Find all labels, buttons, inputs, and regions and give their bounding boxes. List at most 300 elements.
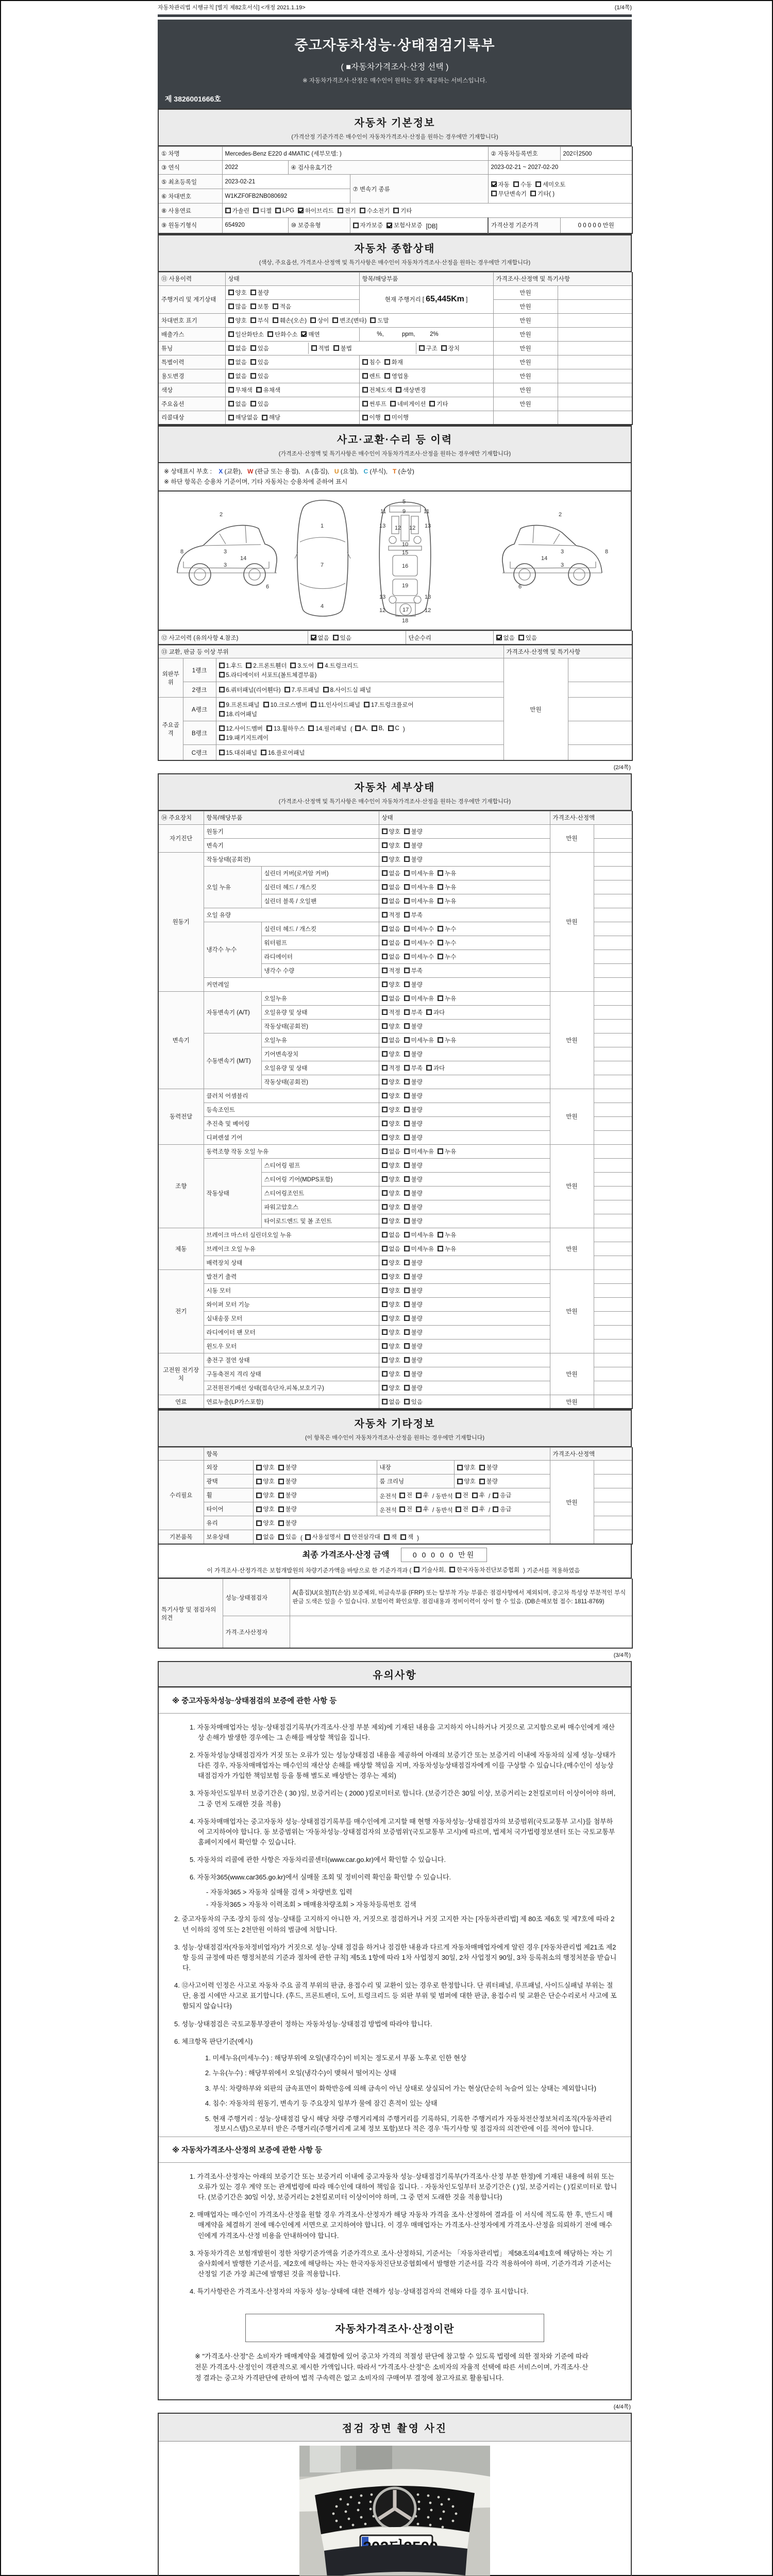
rank-price-header: 가격조사·산정액 및 특기사항 <box>503 646 632 658</box>
group-note-cell[interactable] <box>594 1047 632 1061</box>
group-note-cell[interactable] <box>594 1116 632 1130</box>
item-status-options <box>379 1228 550 1242</box>
group-note-cell[interactable] <box>594 894 632 908</box>
checkbox-있음[interactable] <box>250 372 269 380</box>
checkbox-불량[interactable] <box>404 1189 423 1197</box>
checkbox-양호[interactable] <box>256 1477 275 1485</box>
checkbox-불량[interactable] <box>479 1477 498 1485</box>
checkbox-과다[interactable] <box>426 1064 445 1072</box>
note-cell[interactable] <box>558 299 632 313</box>
group-note-cell[interactable] <box>594 1144 632 1158</box>
checkbox-전체도색[interactable] <box>362 386 392 394</box>
checkbox-미이행[interactable] <box>384 413 409 421</box>
group-note-cell[interactable] <box>594 950 632 963</box>
etc-note-cell[interactable] <box>594 1461 632 1475</box>
checkbox-네비게이션[interactable] <box>390 400 426 408</box>
checkbox-없음[interactable] <box>382 1245 400 1253</box>
checkbox-양호[interactable] <box>382 1356 400 1364</box>
checkbox-적음[interactable] <box>273 302 291 311</box>
checkbox-수소전기[interactable] <box>360 207 390 215</box>
checkbox-양호[interactable] <box>256 1491 275 1499</box>
checkbox-많음[interactable] <box>228 302 247 311</box>
etc-note-cell[interactable] <box>594 1475 632 1488</box>
overall-col3: 항목/해당부품 <box>359 272 493 285</box>
checkbox-양호[interactable] <box>382 1120 400 1128</box>
checkbox-있음[interactable] <box>250 344 269 352</box>
group-note-cell[interactable] <box>594 1339 632 1353</box>
checkbox-label: 누수 <box>445 940 457 946</box>
checkbox-누유[interactable] <box>438 994 456 1003</box>
checkbox-후[interactable] <box>416 1491 429 1499</box>
checkbox-불량[interactable] <box>404 1384 423 1392</box>
checkbox-5.라디에이터 서포트(볼트체결부품)[interactable] <box>219 671 317 679</box>
checkbox-양호[interactable] <box>228 316 247 325</box>
group-note-cell[interactable] <box>594 963 632 977</box>
checkbox-부식[interactable] <box>250 316 269 325</box>
checkbox-해당없음[interactable] <box>228 413 258 421</box>
checkbox-불량[interactable] <box>404 1342 423 1350</box>
checkbox-있음[interactable] <box>278 1533 297 1541</box>
checkbox-불량[interactable] <box>404 1217 423 1225</box>
checkbox-전[interactable] <box>456 1491 468 1499</box>
checkbox-불법[interactable] <box>333 344 352 352</box>
checkbox-양호[interactable] <box>382 841 400 850</box>
checkbox-누유[interactable] <box>438 1147 456 1156</box>
checkbox-도말[interactable] <box>370 316 389 325</box>
checkbox-양호[interactable] <box>382 1328 400 1336</box>
checkbox-있음[interactable] <box>250 358 269 366</box>
checkbox-6.쿼터패널(리어휀다)[interactable] <box>219 686 281 694</box>
checkbox-18.리어패널[interactable] <box>219 710 257 718</box>
group-note-cell[interactable] <box>594 852 632 866</box>
group-note-cell[interactable] <box>594 1228 632 1242</box>
checkbox-양호[interactable] <box>256 1519 275 1527</box>
checkbox-불량[interactable] <box>278 1491 297 1499</box>
item-label: 오일유량 및 상태 <box>261 1005 379 1019</box>
checkbox-양호[interactable] <box>382 1203 400 1211</box>
checkbox-11.인사이드패널[interactable] <box>311 701 360 709</box>
group-note-cell[interactable] <box>594 1269 632 1283</box>
checkbox-없음[interactable] <box>382 1036 400 1044</box>
group-note-cell[interactable] <box>594 1019 632 1033</box>
group-note-cell[interactable] <box>594 1256 632 1269</box>
group-note-cell[interactable] <box>594 1172 632 1186</box>
checkbox-누수[interactable] <box>438 939 456 947</box>
checkbox-13.휠하우스[interactable] <box>266 724 305 733</box>
checkbox-불량[interactable] <box>404 1203 423 1211</box>
checkbox-양호[interactable] <box>382 1078 400 1086</box>
group-note-cell[interactable] <box>594 1367 632 1381</box>
checkbox-누유[interactable] <box>438 869 456 877</box>
checkbox-19.패키지트레이[interactable] <box>219 734 269 742</box>
group-note-cell[interactable] <box>594 1033 632 1047</box>
checkbox-응급[interactable] <box>493 1491 511 1499</box>
group-note-cell[interactable] <box>594 922 632 936</box>
checkbox-17.트렁크플로어[interactable] <box>364 701 414 709</box>
checkbox-불량[interactable] <box>404 1133 423 1142</box>
unchecked-box-icon <box>535 181 541 187</box>
group-note-cell[interactable] <box>594 1089 632 1103</box>
checkbox-7.루프패널[interactable] <box>284 686 320 694</box>
checkbox-한국자동차진단보증협회[interactable] <box>449 1566 519 1574</box>
checkbox-해당[interactable] <box>262 413 280 421</box>
checkbox-불량[interactable] <box>404 1175 423 1183</box>
checkbox-잭[interactable] <box>400 1533 413 1541</box>
device-group-label: 변속기 <box>158 991 204 1089</box>
group-note-cell[interactable] <box>594 908 632 922</box>
checkbox-미세누수[interactable] <box>404 953 434 961</box>
checkbox-불량[interactable] <box>404 1092 423 1100</box>
checkbox-양호[interactable] <box>256 1505 275 1513</box>
checkbox-적정[interactable] <box>382 967 400 975</box>
checkbox-적정[interactable] <box>382 1064 400 1072</box>
group-note-cell[interactable] <box>594 977 632 991</box>
group-note-cell[interactable] <box>594 936 632 950</box>
checkbox-후[interactable] <box>472 1491 485 1499</box>
group-note-cell[interactable] <box>594 1061 632 1075</box>
group-note-cell[interactable] <box>594 1005 632 1019</box>
checkbox-응급[interactable] <box>493 1505 511 1513</box>
checkbox-있음[interactable] <box>250 400 269 408</box>
checkbox-양호[interactable] <box>382 1050 400 1058</box>
checkbox-불량[interactable] <box>278 1477 297 1485</box>
checkbox-2.프론트휀더[interactable] <box>246 662 287 670</box>
checkbox-수동[interactable] <box>513 180 532 189</box>
checkbox-12.사이드멤버[interactable] <box>219 724 263 733</box>
unchecked-box-icon <box>382 1260 388 1265</box>
group-note-cell[interactable] <box>594 1130 632 1144</box>
checkbox-없음[interactable] <box>256 1533 275 1541</box>
checkbox-없음[interactable] <box>496 634 515 642</box>
checkbox-전[interactable] <box>399 1505 412 1513</box>
checkbox-미세누유[interactable] <box>404 883 434 891</box>
checkbox-불량[interactable] <box>278 1463 297 1471</box>
unchecked-box-icon <box>426 1065 432 1071</box>
checkbox-미세누유[interactable] <box>404 1147 434 1156</box>
checkbox-없음[interactable] <box>382 883 400 891</box>
checkbox-14.필러패널[interactable] <box>308 724 346 733</box>
checkbox-양호[interactable] <box>382 1300 400 1309</box>
etc-note-cell[interactable] <box>594 1516 632 1530</box>
emission-values[interactable]: %, ppm, 2% <box>359 327 493 341</box>
etc-note-cell[interactable] <box>594 1502 632 1516</box>
basic-info-table <box>158 146 633 234</box>
checkbox-매연[interactable] <box>301 330 320 338</box>
checkbox-전기[interactable] <box>338 207 356 215</box>
rank-note-cell[interactable] <box>568 698 632 721</box>
checkbox-label: 불량 <box>411 1176 423 1183</box>
group-note-cell[interactable] <box>594 1214 632 1228</box>
checkbox-양호[interactable] <box>382 980 400 989</box>
checkbox-10.크로스멤버[interactable] <box>263 701 308 709</box>
checkbox-렌트[interactable] <box>362 372 381 380</box>
checkbox-미세누수[interactable] <box>404 939 434 947</box>
group-note-cell[interactable] <box>594 1381 632 1395</box>
checkbox-가솔린[interactable] <box>225 207 249 215</box>
checkbox-기타( )[interactable] <box>530 190 554 198</box>
checkbox-C[interactable] <box>388 725 399 732</box>
checkbox-불량[interactable] <box>278 1519 297 1527</box>
checkbox-부족[interactable] <box>404 911 423 919</box>
checkbox-색상변경[interactable] <box>396 386 426 394</box>
checkbox-미세누유[interactable] <box>404 869 434 877</box>
checkbox-있음[interactable] <box>518 634 537 642</box>
note-cell[interactable] <box>558 383 632 397</box>
checkbox-양호[interactable] <box>382 1161 400 1170</box>
checkbox-후[interactable] <box>416 1505 429 1513</box>
checkbox-기타[interactable] <box>393 207 412 215</box>
checkbox-label: 불량 <box>411 1051 423 1058</box>
inspection-value: 2023-02-21 ~ 2027-02-20 <box>488 161 632 175</box>
checkbox-A,[interactable] <box>355 725 368 732</box>
checkbox-미세누유[interactable] <box>404 1245 434 1253</box>
checkbox-불량[interactable] <box>404 1120 423 1128</box>
checkbox-없음[interactable] <box>382 953 400 961</box>
tuning-options-1 <box>226 343 308 354</box>
checkbox-전[interactable] <box>399 1491 412 1499</box>
item-status-options <box>379 1256 550 1269</box>
checkbox-없음[interactable] <box>382 939 400 947</box>
group-note-cell[interactable] <box>594 1242 632 1256</box>
checkbox-훼손(오손)[interactable] <box>273 316 307 325</box>
checkbox-불량[interactable] <box>404 1078 423 1086</box>
checkbox-양호[interactable] <box>382 1370 400 1378</box>
checkbox-불량[interactable] <box>404 1328 423 1336</box>
checkbox-16.플로어패널[interactable] <box>261 749 305 757</box>
checkbox-구조[interactable] <box>419 344 438 352</box>
checkbox-침수[interactable] <box>362 358 381 366</box>
note-cell[interactable] <box>558 285 632 299</box>
group-note-cell[interactable] <box>594 880 632 894</box>
checkbox-보통[interactable] <box>250 302 269 311</box>
checkbox-불량[interactable] <box>479 1463 498 1471</box>
note-cell[interactable] <box>558 341 632 355</box>
checkbox-누유[interactable] <box>438 1036 456 1044</box>
checkbox-양호[interactable] <box>382 1273 400 1281</box>
group-note-cell[interactable] <box>594 1200 632 1214</box>
checkbox-없음[interactable] <box>382 897 400 905</box>
checkbox-잭[interactable] <box>384 1533 397 1541</box>
checkbox-일산화탄소[interactable] <box>228 330 264 338</box>
checkbox-기타[interactable] <box>429 400 448 408</box>
checkbox-누유[interactable] <box>438 1245 456 1253</box>
checkbox-불량[interactable] <box>404 1314 423 1323</box>
rank-note-cell[interactable] <box>568 658 632 682</box>
checkbox-변조(변타)[interactable] <box>332 316 366 325</box>
checkbox-양호[interactable] <box>382 1106 400 1114</box>
group-note-cell[interactable] <box>594 1186 632 1200</box>
checkbox-누유[interactable] <box>438 897 456 905</box>
checkbox-B,[interactable] <box>372 725 384 732</box>
checkbox-양호[interactable] <box>382 1259 400 1267</box>
checkbox-사용설명서[interactable] <box>305 1533 341 1541</box>
checkbox-양호[interactable] <box>382 1314 400 1323</box>
checkbox-이행[interactable] <box>362 413 381 421</box>
checkbox-부족[interactable] <box>404 1008 423 1016</box>
checkbox-불량[interactable] <box>404 855 423 863</box>
checkbox-미세누유[interactable] <box>404 994 434 1003</box>
checkbox-있음[interactable] <box>404 1398 423 1406</box>
checkbox-상이[interactable] <box>310 316 329 325</box>
group-note-cell[interactable] <box>594 991 632 1005</box>
checkbox-양호[interactable] <box>382 1189 400 1197</box>
checkbox-양호[interactable] <box>382 1384 400 1392</box>
group-note-cell[interactable] <box>594 866 632 880</box>
group-note-cell[interactable] <box>594 1075 632 1089</box>
checkbox-LPG[interactable] <box>275 208 294 214</box>
checkbox-탄화수소[interactable] <box>267 330 297 338</box>
checkbox-양호[interactable] <box>228 289 247 297</box>
checkbox-없음[interactable] <box>382 994 400 1003</box>
checkbox-양호[interactable] <box>382 827 400 836</box>
checkbox-1.후드[interactable] <box>219 662 243 670</box>
checkbox-불량[interactable] <box>404 980 423 989</box>
checkbox-3.도어[interactable] <box>290 662 314 670</box>
group-note-cell[interactable] <box>594 838 632 852</box>
item-label: 동력조향 작동 오일 누유 <box>204 1144 379 1158</box>
item-label: 추진축 및 베어링 <box>204 1116 379 1130</box>
group-note-cell[interactable] <box>594 1325 632 1339</box>
checkbox-양호[interactable] <box>382 1286 400 1295</box>
group-note-cell[interactable] <box>594 1158 632 1172</box>
rank-note-cell[interactable] <box>568 682 632 698</box>
checkbox-15.대쉬패널[interactable] <box>219 749 257 757</box>
checkbox-누수[interactable] <box>438 925 456 933</box>
unchecked-box-icon <box>250 345 256 351</box>
checkbox-하이브리드[interactable] <box>298 207 334 215</box>
checkbox-자가보증[interactable] <box>353 221 383 229</box>
group-note-cell[interactable] <box>594 1297 632 1311</box>
etc-note-cell[interactable] <box>594 1488 632 1502</box>
etc-note-cell[interactable] <box>594 1530 632 1544</box>
checkbox-적정[interactable] <box>382 1008 400 1016</box>
checkbox-8.사이드실 패널[interactable] <box>323 686 371 694</box>
appraiser-remark-text[interactable] <box>290 1616 632 1648</box>
checkbox-양호[interactable] <box>382 1133 400 1142</box>
checkbox-썬루프[interactable] <box>362 400 386 408</box>
checkbox-양호[interactable] <box>457 1477 476 1485</box>
checkbox-불량[interactable] <box>404 827 423 836</box>
checkbox-양호[interactable] <box>382 1217 400 1225</box>
unchecked-box-icon <box>333 345 339 351</box>
group-note-cell[interactable] <box>594 824 632 838</box>
checkbox-불량[interactable] <box>404 1106 423 1114</box>
checkbox-양호[interactable] <box>382 1342 400 1350</box>
checkbox-양호[interactable] <box>457 1463 476 1471</box>
unchecked-box-icon <box>382 1093 388 1098</box>
checkbox-불량[interactable] <box>404 1022 423 1030</box>
checkbox-불량[interactable] <box>404 1286 423 1295</box>
checkbox-있음[interactable] <box>333 634 351 642</box>
checkbox-불량[interactable] <box>404 841 423 850</box>
checkbox-누유[interactable] <box>438 883 456 891</box>
checkbox-후[interactable] <box>472 1505 485 1513</box>
checkbox-양호[interactable] <box>382 1092 400 1100</box>
note-cell[interactable] <box>558 397 632 411</box>
checkbox-양호[interactable] <box>382 1175 400 1183</box>
checkbox-불량[interactable] <box>404 1161 423 1170</box>
checkbox-9.프론트패널[interactable] <box>219 701 260 709</box>
checkbox-미세누유[interactable] <box>404 1231 434 1239</box>
note-cell[interactable] <box>558 313 632 327</box>
note-cell[interactable] <box>558 369 632 383</box>
checkbox-불량[interactable] <box>404 1259 423 1267</box>
checkbox-label: 양호 <box>464 1479 476 1485</box>
checkbox-화재[interactable] <box>384 358 403 366</box>
checkbox-장치[interactable] <box>441 344 460 352</box>
checkbox-없음[interactable] <box>382 869 400 877</box>
checkbox-부족[interactable] <box>404 967 423 975</box>
checkbox-없음[interactable] <box>382 1147 400 1156</box>
checkbox-없음[interactable] <box>228 372 247 380</box>
checkbox-안전삼각대[interactable] <box>344 1533 380 1541</box>
checkbox-없음[interactable] <box>228 358 247 366</box>
group-note-cell[interactable] <box>594 1395 632 1409</box>
group-note-cell[interactable] <box>594 1103 632 1116</box>
checkbox-누수[interactable] <box>438 953 456 961</box>
note-cell[interactable] <box>558 411 632 425</box>
checkbox-불량[interactable] <box>278 1505 297 1513</box>
checkbox-불량[interactable] <box>404 1356 423 1364</box>
checkbox-세미오토[interactable] <box>535 180 565 189</box>
checkbox-전[interactable] <box>456 1505 468 1513</box>
checkbox-자동[interactable] <box>491 180 510 189</box>
checkbox-양호[interactable] <box>382 855 400 863</box>
checkbox-적법[interactable] <box>311 344 330 352</box>
checkbox-보험사보증[interactable] <box>386 221 423 229</box>
checkbox-디젤[interactable] <box>253 207 272 215</box>
unchecked-box-icon <box>256 387 262 393</box>
rank-note-cell[interactable] <box>568 745 632 760</box>
checkbox-기술사회,[interactable] <box>414 1566 446 1574</box>
checkbox-없음[interactable] <box>228 400 247 408</box>
group-note-cell[interactable] <box>594 1283 632 1297</box>
checkbox-불량[interactable] <box>404 1273 423 1281</box>
checkbox-미세누유[interactable] <box>404 1036 434 1044</box>
checkbox-미세누수[interactable] <box>404 925 434 933</box>
tire-options <box>253 1502 377 1516</box>
checkbox-누유[interactable] <box>438 1231 456 1239</box>
checkbox-무채색[interactable] <box>228 386 253 394</box>
checkbox-유채색[interactable] <box>256 386 280 394</box>
checkbox-불량[interactable] <box>404 1050 423 1058</box>
rank-note-cell[interactable] <box>568 721 632 745</box>
option-text: [DB] <box>426 223 438 230</box>
checkbox-무단변속기[interactable] <box>491 190 527 198</box>
checkbox-불량[interactable] <box>404 1300 423 1309</box>
checkbox-없음[interactable] <box>382 1231 400 1239</box>
checkbox-없음[interactable] <box>382 1398 400 1406</box>
checkbox-적정[interactable] <box>382 911 400 919</box>
checkbox-과다[interactable] <box>426 1008 445 1016</box>
checkbox-양호[interactable] <box>256 1463 275 1471</box>
checkbox-4.트렁크리드[interactable] <box>317 662 358 670</box>
special-history-options-2 <box>359 355 493 369</box>
checkbox-미세누유[interactable] <box>404 897 434 905</box>
checkbox-없음[interactable] <box>382 925 400 933</box>
checkbox-부족[interactable] <box>404 1064 423 1072</box>
note-cell[interactable] <box>558 355 632 369</box>
checkbox-양호[interactable] <box>382 1022 400 1030</box>
group-note-cell[interactable] <box>594 1311 632 1325</box>
checkbox-영업용[interactable] <box>384 372 409 380</box>
note-cell[interactable] <box>558 327 632 341</box>
checkbox-불량[interactable] <box>404 1370 423 1378</box>
checkbox-없음[interactable] <box>311 634 329 642</box>
checkbox-불량[interactable] <box>250 289 269 297</box>
group-note-cell[interactable] <box>594 1353 632 1367</box>
checkbox-없음[interactable] <box>228 344 247 352</box>
